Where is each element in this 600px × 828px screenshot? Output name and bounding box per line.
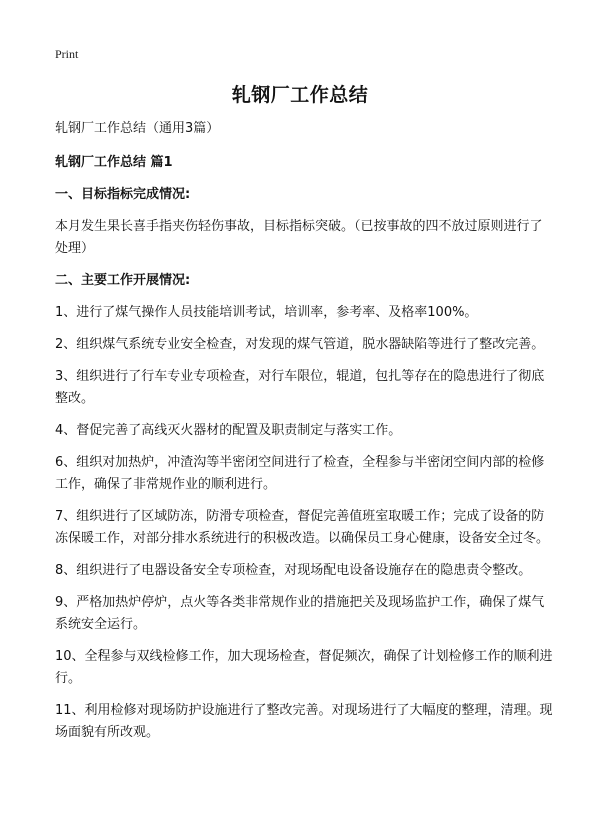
- list-item: 8、组织进行了电器设备安全专项检查，对现场配电设备设施存在的隐患责令整改。: [55, 563, 532, 578]
- section-heading-work: 二、主要工作开展情况:: [55, 273, 191, 288]
- list-item: 1、进行了煤气操作人员技能培训考试，培训率，参考率、及格率100%。: [55, 305, 478, 320]
- list-item: 10、全程参与双线检修工作，加大现场检查，督促频次，确保了计划检修工作的顺利进行。: [55, 649, 553, 686]
- list-item: 7、组织进行了区域防冻，防滑专项检查，督促完善值班室取暖工作；完成了设备的防冻保暖工作，对部分排水系统进行的积极改造。以确保员工身心健康，设备安全过冬。: [55, 509, 550, 546]
- article-heading: 轧钢厂工作总结 篇1: [55, 155, 173, 170]
- list-item: 11、利用检修对现场防护设施进行了整改完善。对现场进行了大幅度的整理，清理。现场面貌有所改观。: [55, 703, 553, 740]
- print-label: Print: [55, 47, 79, 61]
- list-item: 6、组织对加热炉，冲渣沟等半密闭空间进行了检查，全程参与半密闭空间内部的检修工作，确保了非常规作业的顺利进行。: [55, 455, 545, 492]
- document-subtitle: 轧钢厂工作总结（通用3篇）: [55, 121, 220, 136]
- list-item: 9、严格加热炉停炉，点火等各类非常规作业的措施把关及现场监护工作，确保了煤气系统安全运行。: [55, 595, 545, 632]
- list-item: 2、组织煤气系统专业安全检查，对发现的煤气管道，脱水器缺陷等进行了整改完善。: [55, 337, 545, 352]
- list-item: 3、组织进行了行车专业专项检查，对行车限位，辊道，包扎等存在的隐患进行了彻底整改。: [55, 369, 545, 406]
- list-item: 4、督促完善了高线灭火器材的配置及职责制定与落实工作。: [55, 423, 402, 438]
- section-paragraph-targets: 本月发生果长喜手指夹伤轻伤事故，目标指标突破。（已按事故的四不放过原则进行了处理）: [55, 219, 543, 256]
- document-title: 轧钢厂工作总结: [231, 84, 369, 106]
- document-body: [55, 118, 555, 754]
- section-heading-targets: 一、目标指标完成情况:: [55, 187, 191, 202]
